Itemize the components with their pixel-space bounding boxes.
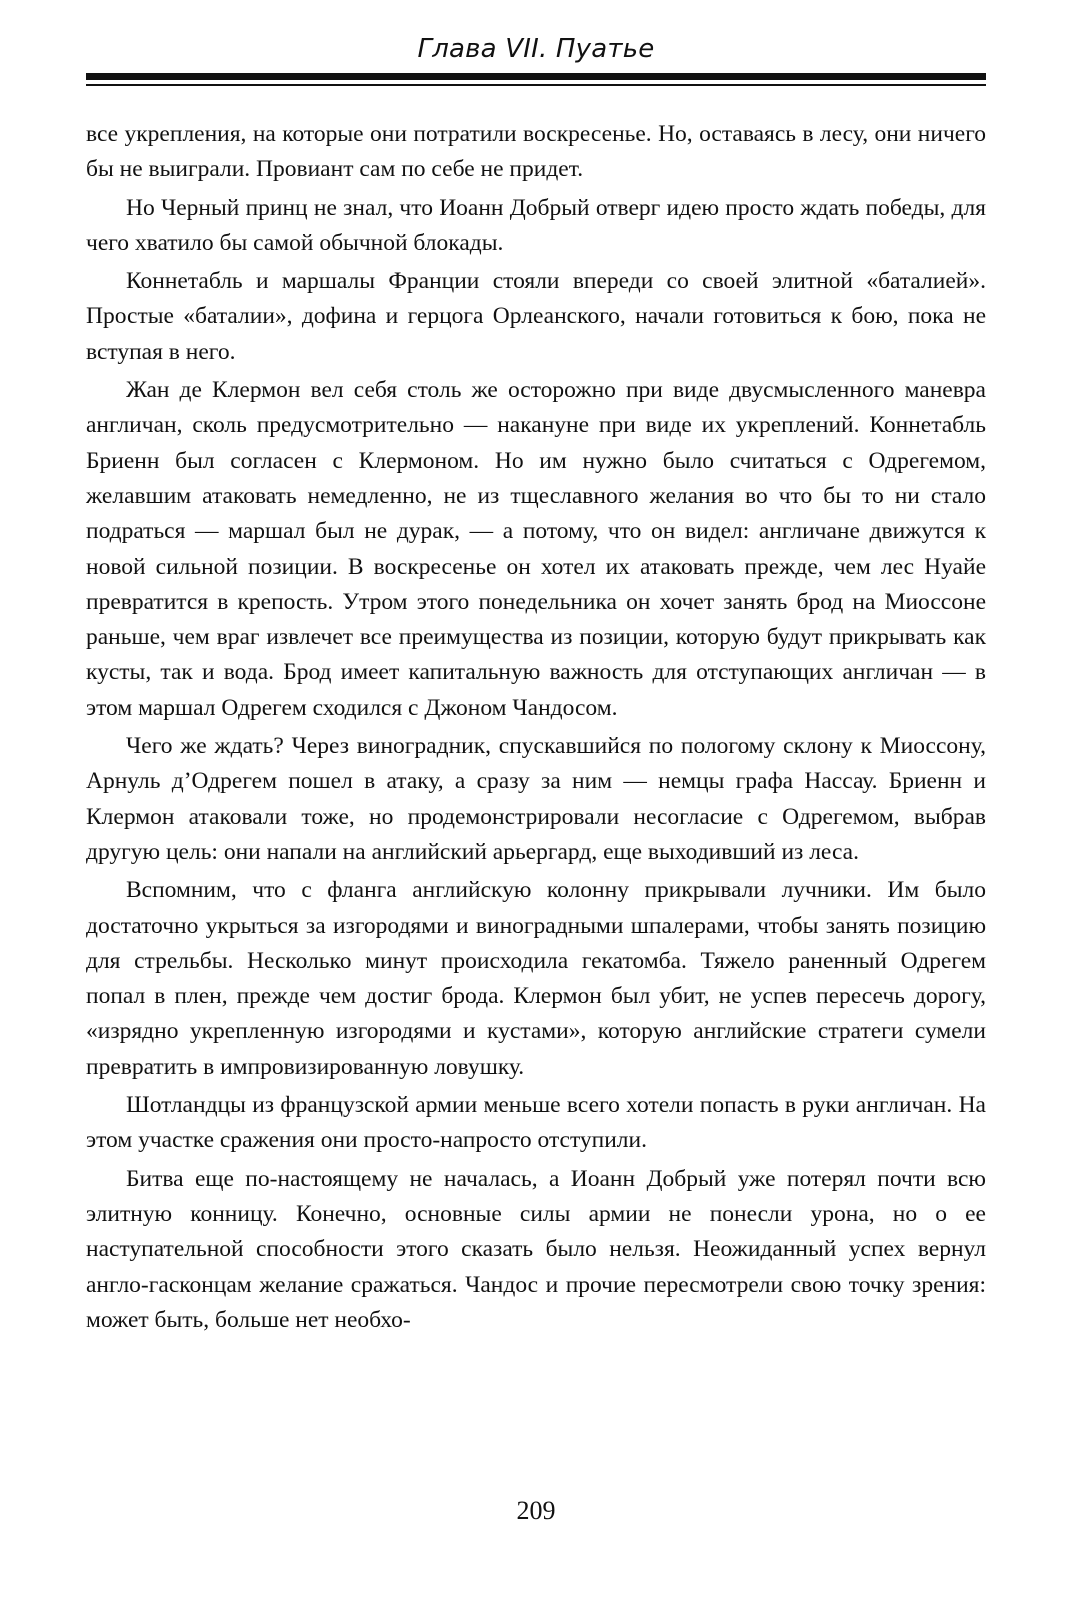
paragraph-1: все укрепления, на которые они потратили воскресенье. Но, оставаясь в лесу, они ничего бы не выиграли. Провиант сам по себе не придет. [86, 121, 986, 183]
header-rule-thin [86, 84, 986, 86]
paragraph-8: Битва еще по-настоящему не началась, а Иоанн Добрый уже потерял почти всю элитную конницу. Конечно, основные силы армии не понесли урона, но о ее наступательной способности этого сказать было нельзя. Неожиданный успех вернул англо-гасконцам желание сражаться. Чандос и прочие пересмотрели свою точку зрения: может быть, больше нет необхо- [86, 1165, 986, 1333]
paragraph-4: Жан де Клермон вел себя столь же осторожно при виде двусмысленного маневра англичан, сколь предусмотрительно — накануне при виде их укреплений. Коннетабль Бриенн был согласен с Клермоном. Но им нужно было считаться с Одрегемом, желавшим атаковать немедленно, не из тщеславного желания во что бы то ни стало подраться — маршал был не дурак, — а потому, что он видел: англичане движутся к новой сильной позиции. В воскресенье он хотел их атаковать прежде, чем лес Нуайе превратится в крепость. Утром этого понедельника он хочет занять брод на Миоссоне раньше, чем враг извлечет все преимущества из позиции, которую будут прикрывать как кусты, так и вода. Брод имеет капитальную важность для отступающих англичан — в этом маршал Одрегем сходился с Джоном Чандосом. [86, 377, 986, 721]
page-number: 209 [516, 1496, 556, 1525]
paragraph-2: Но Черный принц не знал, что Иоанн Добрый отверг идею просто ждать победы, для чего хватило бы самой обычной блокады. [86, 194, 986, 256]
running-header [86, 32, 986, 66]
header-rule-thick [86, 73, 986, 80]
paragraph-7: Шотландцы из французской армии меньше всего хотели попасть в руки англичан. На этом участке сражения они просто-напросто отступили. [86, 1092, 986, 1154]
chapter-title: Глава VII. Пуатье [417, 34, 655, 64]
paragraph-6: Вспомним, что с фланга английскую колонну прикрывали лучники. Им было достаточно укрыться за изгородями и виноградными шпалерами, чтобы занять позицию для стрельбы. Несколько минут происходила гекатомба. Тяжело раненный Одрегем попал в плен, прежде чем достиг брода. Клермон был убит, не успев пересечь дорогу, «изрядно укрепленную изгородями и кустами», которую английские стратеги сумели превратить в импровизированную ловушку. [86, 877, 986, 1080]
body-text [86, 117, 986, 1341]
paragraph-5: Чего же ждать? Через виноградник, спускавшийся по пологому склону к Миоссону, Арнуль д’Одрегем пошел в атаку, а сразу за ним — немцы графа Нассау. Бриенн и Клермон атаковали тоже, но продемонстрировали несогласие с Одрегемом, выбрав другую цель: они напали на английский арьергард, еще выходивший из леса. [86, 733, 986, 865]
paragraph-3: Коннетабль и маршалы Франции стояли впереди со своей элитной «баталией». Простые «баталии», дофина и герцога Орлеанского, начали готовиться к бою, пока не вступая в него. [86, 268, 986, 365]
